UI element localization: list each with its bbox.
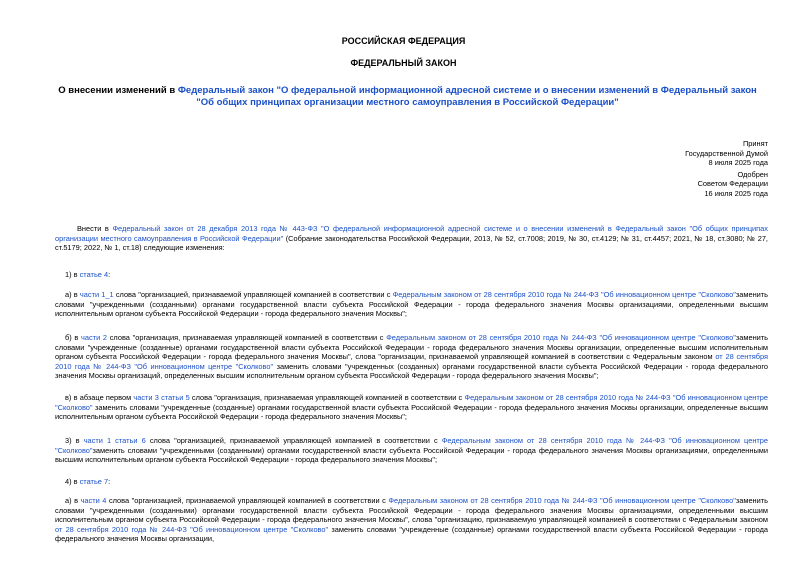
item-4-text-end: :: [108, 477, 111, 486]
item-4: [55, 477, 768, 487]
item-1-link[interactable]: статье 4: [79, 270, 109, 279]
law-title: [55, 85, 760, 109]
item-1c-text-3: заменить словами "учрежденные (созданные) органами государственной власти субъекта Российской Федерации - города федерального значения Москвы организации, определенные высшим исполнительным органом субъекта Российской Федерации - города федерального значения Москвы";: [55, 402, 768, 422]
item-4a-text-3: заменить словами "учрежденными (созданными) органами государственной власти субъекта Российской Федерации - города федерального значения Москвы организациями, определенными высшим исполнительным органом субъекта Российской Федерации - города федерального значения Москвы", слова "организацию, признаваемую управляющей компанией в соответствии с Федеральным законом: [55, 496, 768, 525]
item-1a: [55, 290, 768, 319]
item-3-text-2: слова "организацией, признаваемой управляющей компанией в соответствии с: [145, 436, 442, 445]
adopted-by-duma: Государственной Думой: [685, 148, 768, 158]
item-1b: [55, 333, 768, 381]
approved-by-council: Советом Федерации: [697, 179, 768, 189]
duma-date: 8 июля 2025 года: [708, 158, 768, 168]
approved-label: Одобрен: [737, 169, 768, 179]
item-1a-text-2: слова "организацией, признаваемой управляющей компанией в соответствии с: [113, 290, 393, 299]
item-1c-text-1: в) в абзаце первом: [65, 393, 134, 402]
item-4-link[interactable]: статье 7: [79, 477, 109, 486]
item-1b-text-2: слова "организация, признаваемая управляющей компанией в соответствии с: [107, 333, 387, 342]
item-1b-text-4: заменить словами "учрежденных (созданных) органами государственной власти субъекта Российской Федерации - города федерального значения Москвы организаций, определенных высшим исполнительным органом субъекта Российской Федерации - города федерального значения Москвы";: [55, 361, 769, 381]
title-law-link[interactable]: Федеральный закон "О федеральной информационной адресной системе и о внесении изменений в Федеральный закон "Об общих принципах организации местного самоуправления в Российской Федерации": [177, 85, 757, 108]
item-1a-text-1: а) в: [65, 290, 80, 299]
council-date: 16 июля 2025 года: [704, 188, 768, 198]
item-4a-text-4: заменить словами "учрежденные (созданные) органами государственной власти субъекта Российской Федерации - города федерального значения Москвы организации,: [55, 524, 769, 544]
item-1a-link-1[interactable]: части 1_1: [79, 290, 114, 299]
country-heading: РОССИЙСКАЯ ФЕДЕРАЦИЯ: [341, 36, 466, 46]
item-1a-link-2[interactable]: Федеральным законом от 28 сентября 2010 года № 244-ФЗ "Об инновационном центре "Сколково": [392, 290, 736, 299]
item-3-link-1[interactable]: части 1 статьи 6: [83, 436, 146, 445]
item-4a-link-2[interactable]: Федеральным законом от 28 сентября 2010 года № 244-ФЗ "Об инновационном центре "Сколково": [388, 496, 736, 505]
intro-paragraph: [55, 224, 768, 253]
item-1b-link-2[interactable]: Федеральным законом от 28 сентября 2010 года № 244-ФЗ "Об инновационном центре "Сколково": [386, 333, 736, 342]
item-1c: [55, 393, 768, 422]
item-4-text: 4) в: [65, 477, 80, 486]
item-4a: [55, 496, 768, 544]
item-1c-link-2[interactable]: Федеральным законом от 28 сентября 2010 года № 244-ФЗ "Об инновационном центре "Сколково": [55, 393, 768, 412]
item-1-text: 1) в: [65, 270, 80, 279]
item-4a-text-1: а) в: [65, 496, 81, 505]
item-3: [55, 436, 768, 465]
adoption-block: [685, 139, 768, 199]
item-1: [55, 270, 768, 280]
item-3-text-3: заменить словами "учрежденными (созданными) органами государственной власти субъекта Российской Федерации - города федерального значения Москвы организациями, определенными высшим исполнительным органом субъекта Российской Федерации - города федерального значения Москвы";: [55, 445, 768, 465]
item-1b-text-3: заменить словами "учрежденные (созданные) органами государственной власти субъекта Российской Федерации - города федерального значения Москвы организации, определенные высшим исполнительным органом субъекта Российской Федерации - города федерального значения Москвы", слова "организации, признаваемой управляющей компанией в соответствии с Федеральным законом: [55, 333, 769, 362]
intro-law-link[interactable]: Федеральный закон от 28 декабря 2013 года № 443-ФЗ "О федеральной информационной адресной системе и о внесении изменений в Федеральный закон "Об общих принципах организации местного самоуправления в Российской Федерации": [55, 224, 768, 243]
item-1b-text-1: б) в: [65, 333, 82, 342]
item-4a-link-1[interactable]: части 4: [80, 496, 107, 505]
item-4a-link-3[interactable]: от 28 сентября 2010 года № 244-ФЗ "Об инновационном центре "Сколково": [55, 524, 329, 534]
item-3-text-1: 3) в: [65, 436, 84, 445]
item-1a-text-3: заменить словами "учрежденными (созданными) органами государственной власти субъекта Российской Федерации - города федерального значения Москвы организациями, определенными высшим исполнительным органом субъекта Российской Федерации - города федерального значения Москвы";: [55, 290, 769, 319]
document-type-heading: ФЕДЕРАЛЬНЫЙ ЗАКОН: [350, 58, 457, 68]
item-3-link-2[interactable]: Федеральным законом от 28 сентября 2010 года № 244-ФЗ "Об инновационном центре "Сколково": [55, 436, 769, 455]
intro-text-1: Внести в: [77, 224, 113, 233]
title-prefix: О внесении изменений в: [58, 85, 178, 96]
adopted-label: Принят: [742, 139, 768, 148]
item-1c-link-1[interactable]: части 3 статьи 5: [133, 393, 190, 402]
item-1c-text-2: слова "организация, признаваемая управляющей компанией в соответствии с: [189, 393, 465, 402]
item-1b-link-1[interactable]: части 2: [81, 333, 108, 342]
intro-text-2: (Собрание законодательства Российской Федерации, 2013, № 52, ст.7008; 2019, № 30, ст.4129; № 31, ст.4457; 2021, № 18, ст.3080; № 27, ст.5179; 2022, № 1, ст.18) следующие изменения:: [55, 233, 768, 253]
item-1b-link-3[interactable]: от 28 сентября 2010 года № 244-ФЗ "Об инновационном центре "Сколково": [55, 352, 768, 371]
item-1-text-end: :: [108, 270, 111, 279]
item-4a-text-2: слова "организацией, признаваемой управляющей компанией в соответствии с: [106, 496, 389, 505]
